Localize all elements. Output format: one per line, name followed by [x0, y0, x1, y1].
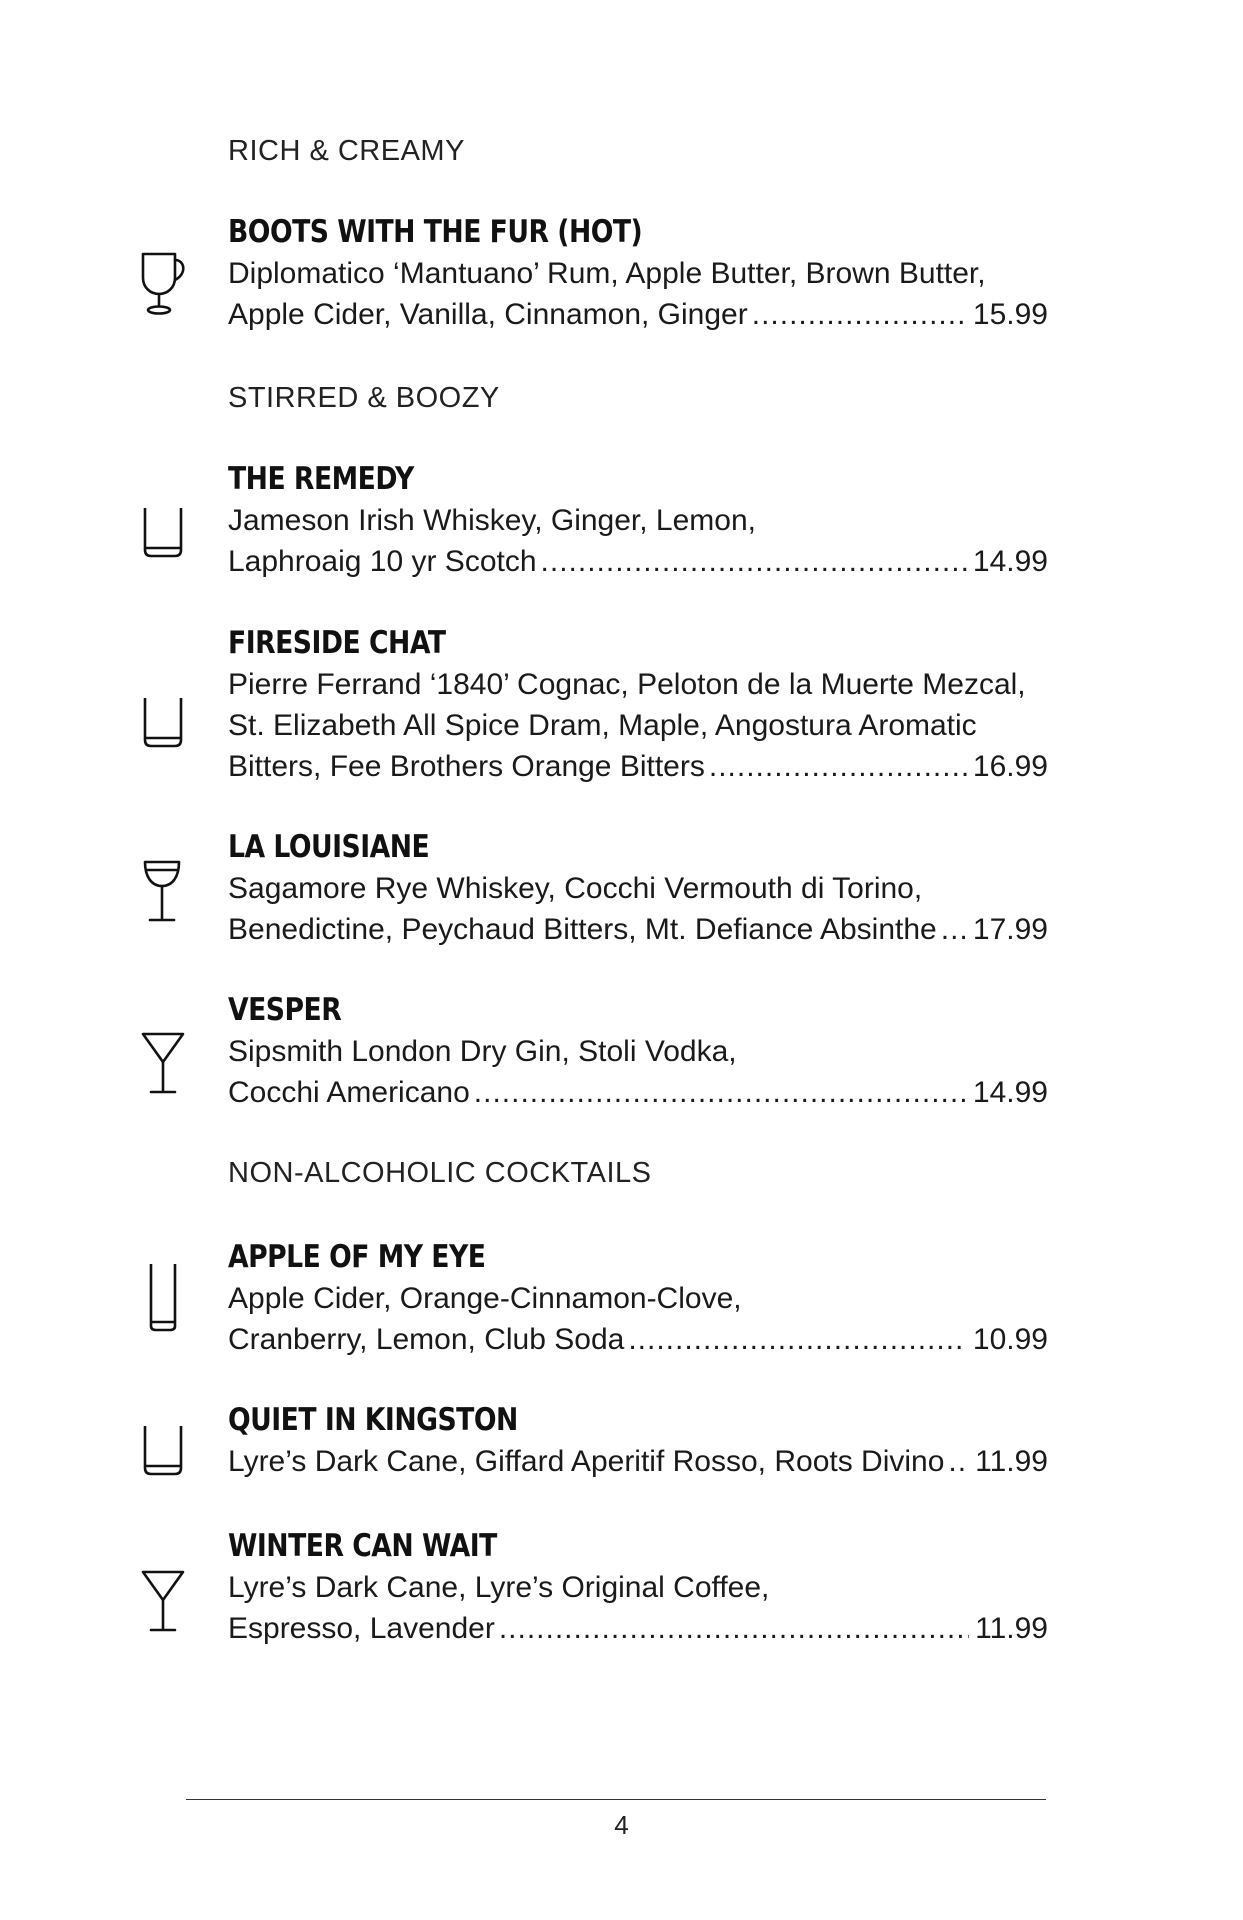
item-ingredients: Laphroaig 10 yr Scotch — [228, 545, 537, 578]
collins-glass-icon — [135, 1262, 191, 1334]
item-ingredients: Sagamore Rye Whiskey, Cocchi Vermouth di Torino, — [228, 872, 923, 905]
dot-leader — [499, 1608, 969, 1649]
item-price-line — [228, 294, 1048, 335]
rocks-glass-icon — [135, 1418, 191, 1490]
item-price: 17.99 — [972, 913, 1048, 946]
item-price-line — [228, 1319, 1048, 1360]
rocks-glass-icon — [135, 690, 191, 762]
item-price: 15.99 — [972, 298, 1048, 331]
item-ingredients: Diplomatico ‘Mantuano’ Rum, Apple Butter, Brown Butter, — [228, 257, 986, 290]
item-price-line — [228, 541, 1048, 582]
dot-leader — [541, 541, 967, 582]
item-name: WINTER CAN WAIT — [228, 1528, 497, 1564]
dot-leader — [709, 746, 967, 787]
section-heading: RICH & CREAMY — [228, 135, 465, 167]
section-heading: STIRRED & BOOZY — [228, 382, 500, 414]
item-name: FIRESIDE CHAT — [228, 625, 446, 661]
page-number: 4 — [614, 1810, 629, 1840]
item-ingredients: Lyre’s Dark Cane, Giffard Aperitif Rosso, Roots Divino — [228, 1445, 945, 1478]
item-ingredients: Apple Cider, Vanilla, Cinnamon, Ginger — [228, 298, 748, 331]
menu-item — [228, 1400, 1048, 1482]
item-price: 14.99 — [972, 545, 1048, 578]
item-ingredients: Pierre Ferrand ‘1840’ Cognac, Peloton de la Muerte Mezcal, — [228, 668, 1026, 701]
item-price-line — [228, 1608, 1048, 1649]
item-name: APPLE OF MY EYE — [228, 1239, 486, 1275]
martini-glass-icon — [135, 1028, 191, 1100]
dot-leader — [628, 1319, 967, 1360]
irish-coffee-mug-icon — [135, 248, 191, 320]
menu-item — [228, 1526, 1048, 1649]
dot-leader — [941, 909, 967, 950]
dot-leader — [948, 1441, 969, 1482]
menu-item — [228, 459, 1048, 582]
item-price-line — [228, 909, 1048, 950]
item-name: VESPER — [228, 992, 342, 1028]
item-price: 14.99 — [972, 1076, 1048, 1109]
item-price: 11.99 — [975, 1445, 1048, 1478]
item-ingredients: Lyre’s Dark Cane, Lyre’s Original Coffee, — [228, 1571, 770, 1604]
item-price: 16.99 — [972, 750, 1048, 783]
rocks-glass-icon — [135, 500, 191, 572]
item-ingredients: Benedictine, Peychaud Bitters, Mt. Defiance Absinthe — [228, 913, 937, 946]
item-ingredients: Cranberry, Lemon, Club Soda — [228, 1323, 625, 1356]
item-ingredients: Bitters, Fee Brothers Orange Bitters — [228, 750, 705, 783]
item-ingredients: Espresso, Lavender — [228, 1612, 495, 1645]
dot-leader — [474, 1072, 967, 1113]
menu-item — [228, 1237, 1048, 1360]
menu-item — [228, 212, 1048, 335]
dot-leader — [752, 294, 967, 335]
item-ingredients: Apple Cider, Orange-Cinnamon-Clove, — [228, 1282, 742, 1315]
item-name: THE REMEDY — [228, 461, 414, 497]
nick-and-nora-glass-icon — [135, 856, 191, 928]
martini-glass-icon — [135, 1566, 191, 1638]
item-price-line — [228, 1441, 1048, 1482]
item-ingredients: Sipsmith London Dry Gin, Stoli Vodka, — [228, 1035, 737, 1068]
item-name: BOOTS WITH THE FUR (HOT) — [228, 214, 643, 250]
item-price-line — [228, 746, 1048, 787]
item-ingredients: Cocchi Americano — [228, 1076, 470, 1109]
footer-divider — [186, 1799, 1046, 1800]
menu-item — [228, 623, 1048, 787]
menu-item — [228, 827, 1048, 950]
item-name: QUIET IN KINGSTON — [228, 1402, 518, 1438]
item-price: 10.99 — [972, 1323, 1048, 1356]
item-price: 11.99 — [975, 1612, 1048, 1645]
section-heading: NON-ALCOHOLIC COCKTAILS — [228, 1157, 652, 1189]
item-name: LA LOUISIANE — [228, 829, 430, 865]
item-ingredients: St. Elizabeth All Spice Dram, Maple, Angostura Aromatic — [228, 709, 977, 742]
menu-item — [228, 990, 1048, 1113]
item-price-line — [228, 1072, 1048, 1113]
item-ingredients: Jameson Irish Whiskey, Ginger, Lemon, — [228, 504, 756, 537]
